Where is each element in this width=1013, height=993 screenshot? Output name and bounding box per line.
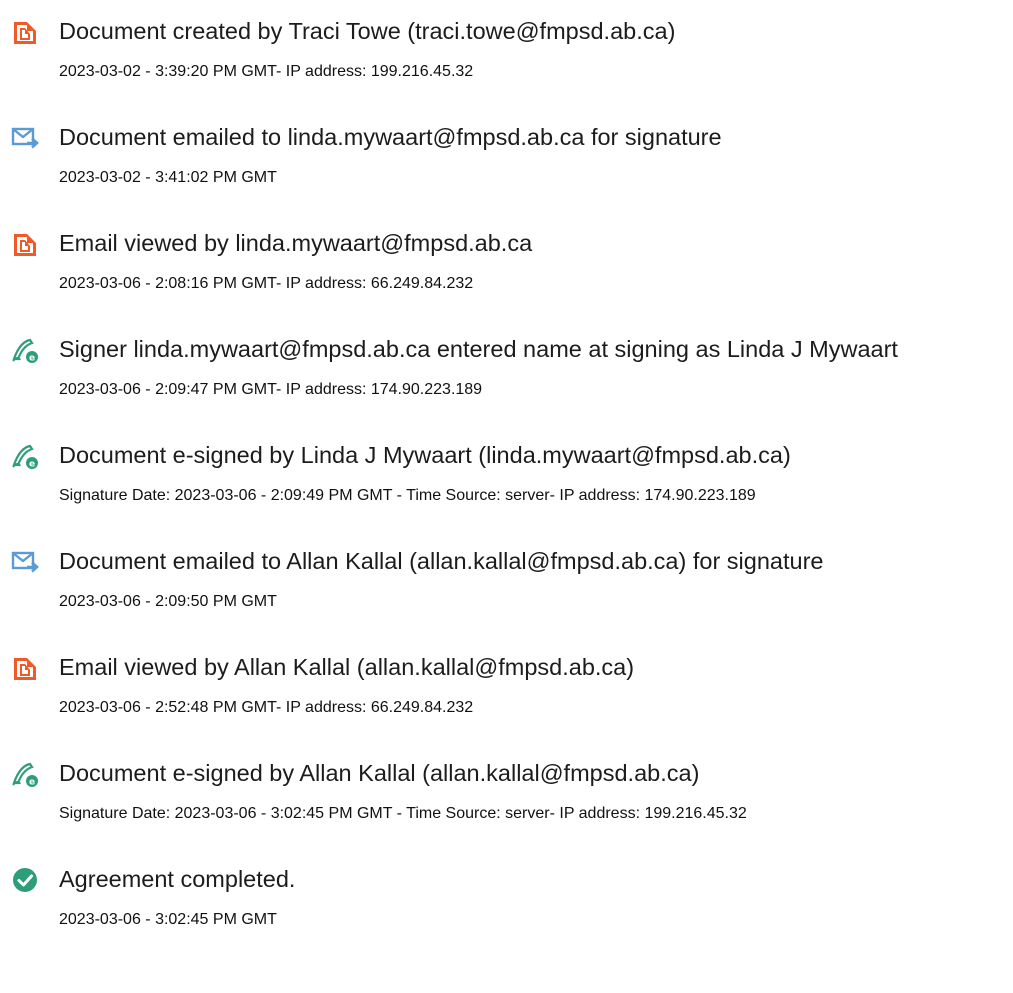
event-title: Email viewed by Allan Kallal (allan.kallal@fmpsd.ab.ca) [59,654,635,680]
event-detail: 2023-03-06 - 2:09:50 PM GMT [59,593,277,610]
svg-text:e: e [28,459,36,470]
svg-text:e: e [28,353,36,364]
event-title: Document emailed to linda.mywaart@fmpsd.ab.ca for signature [59,124,722,150]
event-title: Document created by Traci Towe (traci.towe@fmpsd.ab.ca) [59,18,676,44]
event-detail: 2023-03-06 - 2:08:16 PM GMT- IP address: 66.249.84.232 [59,275,474,292]
audit-event-email-viewed-allan [0,651,1013,741]
event-title: Agreement completed. [59,866,296,892]
email-icon [10,547,40,577]
signature-icon [10,441,40,471]
event-detail: 2023-03-02 - 3:41:02 PM GMT [59,169,277,186]
audit-event-signer-entered-name [0,333,1013,423]
document-icon [10,17,40,47]
document-icon [10,653,40,683]
signature-icon [10,335,40,365]
event-title: Document e-signed by Linda J Mywaart (linda.mywaart@fmpsd.ab.ca) [59,442,791,468]
event-detail: 2023-03-06 - 3:02:45 PM GMT [59,911,277,928]
audit-event-emailed-allan [0,545,1013,635]
event-detail: 2023-03-06 - 2:52:48 PM GMT- IP address: 66.249.84.232 [59,699,474,716]
audit-event-agreement-completed [0,863,1013,953]
audit-event-esigned-linda [0,439,1013,529]
audit-event-email-viewed-linda [0,227,1013,317]
audit-event-document-created [0,15,1013,105]
event-title: Document emailed to Allan Kallal (allan.kallal@fmpsd.ab.ca) for signature [59,548,824,574]
event-title: Document e-signed by Allan Kallal (allan.kallal@fmpsd.ab.ca) [59,760,700,786]
email-icon [10,123,40,153]
audit-event-esigned-allan [0,757,1013,847]
document-icon [10,229,40,259]
signature-icon [10,759,40,789]
event-title: Email viewed by linda.mywaart@fmpsd.ab.ca [59,230,533,256]
event-title: Signer linda.mywaart@fmpsd.ab.ca entered name at signing as Linda J Mywaart [59,336,898,362]
event-detail: Signature Date: 2023-03-06 - 3:02:45 PM GMT - Time Source: server- IP address: 199.216.45.32 [59,805,747,822]
check-circle-icon [10,865,40,895]
event-detail: 2023-03-02 - 3:39:20 PM GMT- IP address: 199.216.45.32 [59,63,474,80]
event-detail: Signature Date: 2023-03-06 - 2:09:49 PM GMT - Time Source: server- IP address: 174.90.223.189 [59,487,756,504]
event-detail: 2023-03-06 - 2:09:47 PM GMT- IP address: 174.90.223.189 [59,381,483,398]
audit-event-emailed-linda [0,121,1013,211]
svg-text:e: e [28,777,36,788]
